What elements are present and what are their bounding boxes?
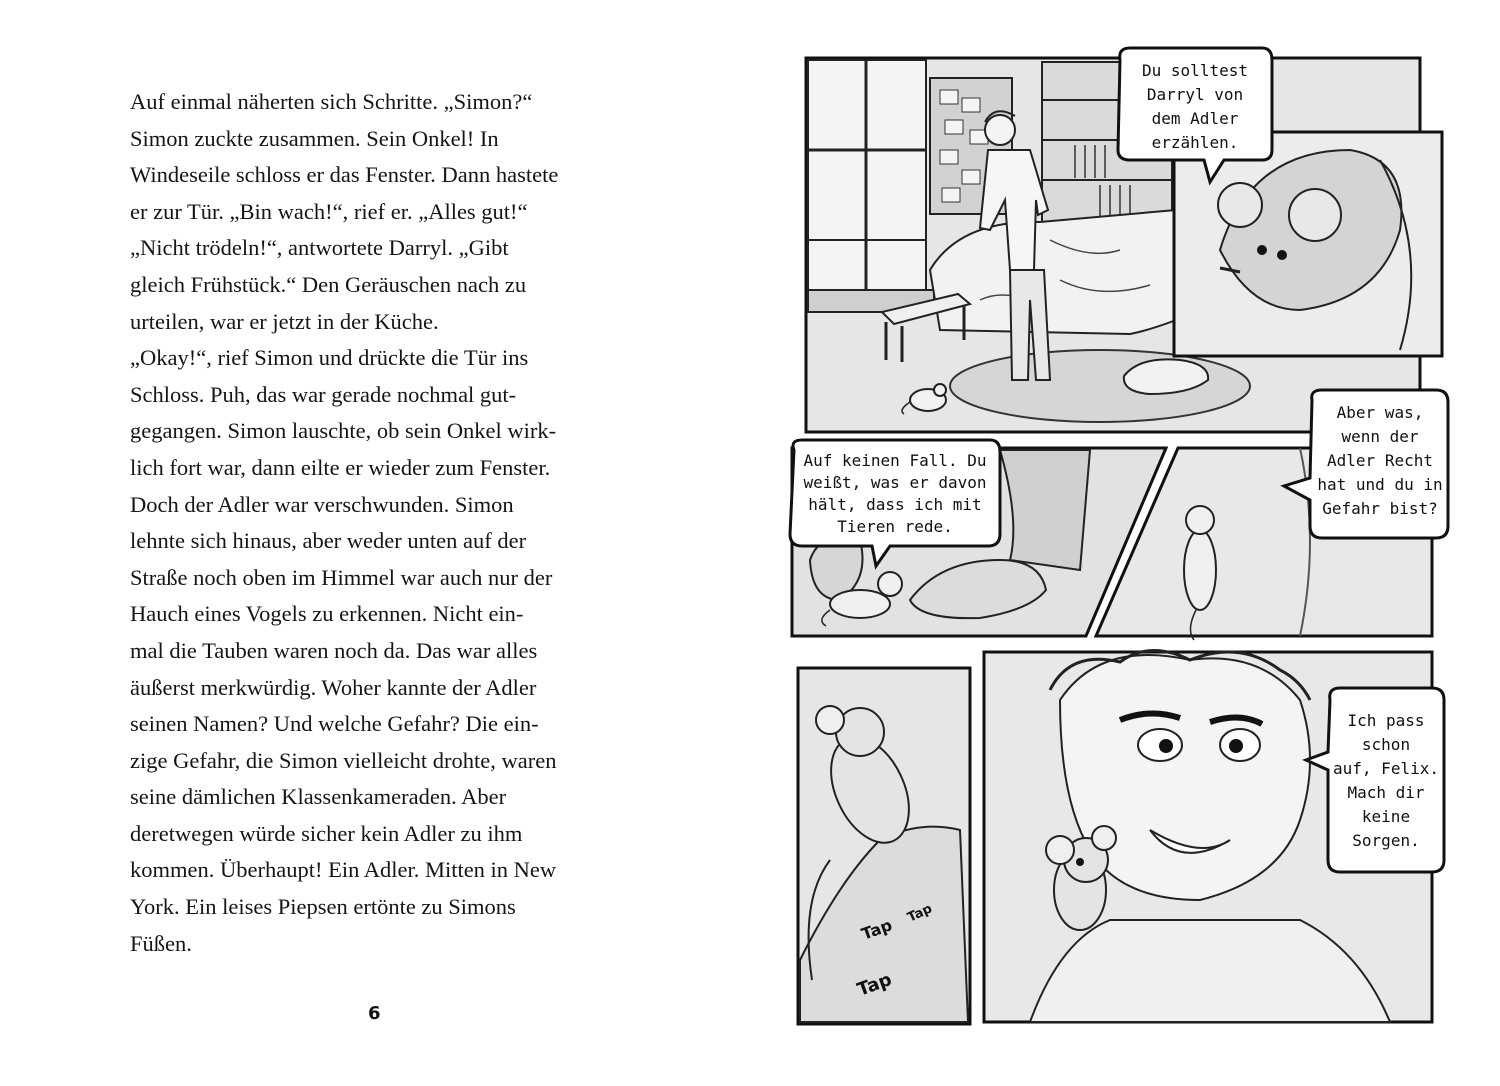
bubble-3-line: hat und du in [1317, 475, 1443, 494]
text-line: York. Ein leises Piepsen ertönte zu Simons [130, 894, 516, 920]
speech-bubble-2 [790, 440, 1000, 566]
text-line: seinen Namen? Und welche Gefahr? Die ein- [130, 711, 539, 737]
bubble-3-line: Gefahr bist? [1322, 499, 1438, 518]
story-text [130, 84, 650, 962]
text-line: Simon zuckte zusammen. Sein Onkel! In [130, 125, 499, 151]
text-line: lich fort war, dann eilte er wieder zum Fenster. [130, 454, 551, 480]
bubble-1-line: dem Adler [1151, 109, 1239, 128]
bubble-1-line: Darryl von [1146, 85, 1244, 104]
panel-mouse-on-leg [798, 668, 970, 1024]
comic-page [750, 0, 1500, 1086]
text-line: Schloss. Puh, das war gerade nochmal gut- [130, 381, 517, 407]
text-line: seine dämlichen Klassenkameraden. Aber [130, 784, 507, 810]
bubble-1-line: erzählen. [1151, 133, 1239, 152]
bubble-3-line: Adler Recht [1327, 451, 1433, 470]
bubble-4-line: keine [1361, 807, 1411, 826]
bubble-2-line: hält, dass ich mit [808, 495, 982, 514]
comic-illustration [750, 0, 1500, 1086]
bubble-2-line: Tieren rede. [837, 517, 953, 536]
window [808, 60, 934, 312]
text-line: Hauch eines Vogels zu erkennen. Nicht ein- [130, 601, 524, 627]
text-line: „Okay!“, rief Simon und drückte die Tür ins [130, 345, 529, 371]
bubble-2-line: weißt, was er davon [803, 473, 987, 492]
text-line: er zur Tür. „Bin wach!“, rief er. „Alles gut!“ [130, 198, 528, 224]
bubble-4-line: auf, Felix. [1333, 759, 1439, 778]
text-line: lehnte sich hinaus, aber weder unten auf der [130, 528, 527, 554]
text-line: gleich Frühstück.“ Den Geräuschen nach zu [130, 271, 527, 297]
text-line: Doch der Adler war verschwunden. Simon [130, 491, 514, 517]
text-line: äußerst merkwürdig. Woher kannte der Adler [130, 674, 537, 700]
bubble-4-line: Ich pass [1347, 711, 1425, 730]
bubble-4-line: Mach dir [1347, 783, 1425, 802]
bubble-4-line: Sorgen. [1352, 831, 1420, 850]
text-line: mal die Tauben waren noch da. Das war alles [130, 637, 538, 663]
bubble-2-line: Auf keinen Fall. Du [803, 451, 987, 470]
page-number: 6 [368, 1003, 381, 1024]
text-line: kommen. Überhaupt! Ein Adler. Mitten in New [130, 857, 557, 883]
bubble-1-line: Du solltest [1142, 61, 1248, 80]
bubble-4-line: schon [1361, 735, 1411, 754]
text-line: urteilen, war er jetzt in der Küche. [130, 308, 439, 334]
sfx-tap: Tap [858, 915, 895, 944]
text-line: Auf einmal näherten sich Schritte. „Simon?“ [130, 89, 533, 114]
text-line: Windeseile schloss er das Fenster. Dann hastete [130, 162, 559, 188]
bubble-3-line: Aber was, [1336, 403, 1424, 422]
sfx-tap: Tap [905, 901, 935, 926]
text-line: Füßen. [130, 930, 192, 956]
text-line: zige Gefahr, die Simon vielleicht drohte, waren [130, 747, 557, 773]
bubble-3-line: wenn der [1341, 427, 1419, 446]
text-line: deretwegen würde sicher kein Adler zu ihm [130, 820, 523, 846]
sfx-tap: Tap [854, 968, 895, 1001]
text-line: gegangen. Simon lauschte, ob sein Onkel wirk- [130, 418, 557, 444]
text-line: Straße noch oben im Himmel war auch nur der [130, 564, 553, 590]
rug [950, 350, 1250, 422]
text-line: „Nicht trödeln!“, antwortete Darryl. „Gibt [130, 235, 509, 261]
